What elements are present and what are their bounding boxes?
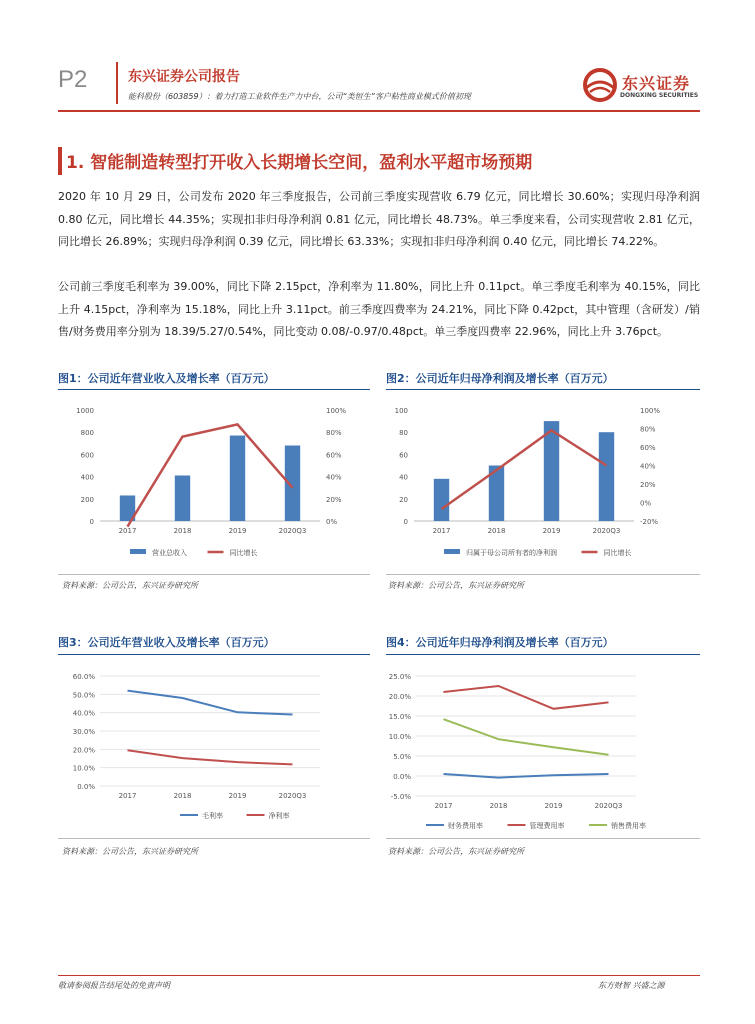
figure-1-rule xyxy=(58,389,370,390)
bar-2019 xyxy=(544,421,559,521)
x-tick-label: 2018 xyxy=(173,792,192,800)
y-tick-label: 1000 xyxy=(76,407,94,415)
y2-tick-label: 80% xyxy=(326,429,342,438)
series-line-1 xyxy=(128,750,293,764)
y-tick-label: 100 xyxy=(394,407,408,415)
y-tick-label: 30.0% xyxy=(72,728,95,736)
x-tick-label: 2017 xyxy=(434,802,453,810)
y-tick-label: 400 xyxy=(80,473,94,482)
legend-label-2: 销售费用率 xyxy=(611,822,646,830)
logo-text-en: DONGXING SECURITIES xyxy=(620,92,699,99)
y2-tick-label: 40% xyxy=(640,462,656,471)
bar-2018 xyxy=(175,475,190,521)
x-tick-label: 2019 xyxy=(544,802,563,810)
x-tick-label: 2018 xyxy=(489,802,508,810)
bar-2019 xyxy=(230,436,245,521)
x-tick-label: 2019 xyxy=(228,792,247,800)
y2-tick-label: 0% xyxy=(326,518,338,526)
y2-tick-label: 100% xyxy=(640,407,661,415)
legend-line-label: 同比增长 xyxy=(229,549,258,557)
legend-label-0: 毛利率 xyxy=(202,812,223,820)
figure-1-chart xyxy=(58,396,370,568)
footer-slogan: 东方财智 兴盛之源 xyxy=(598,981,665,990)
footer-rule xyxy=(58,975,700,976)
figure-4-bottom-rule xyxy=(386,838,700,839)
page-number: P2 xyxy=(58,66,88,93)
x-tick-label: 2017 xyxy=(118,792,137,800)
report-header-title: 东兴证券公司报告 xyxy=(128,69,240,85)
y-tick-label: 0 xyxy=(403,518,408,526)
figure-3-bottom-rule xyxy=(58,838,370,839)
y-tick-label: 600 xyxy=(80,451,94,460)
figure-4-chart xyxy=(386,662,700,832)
legend-label-1: 净利率 xyxy=(268,812,290,820)
x-tick-label: 2020Q3 xyxy=(592,527,621,535)
y-tick-label: 25.0% xyxy=(388,673,411,681)
legend-label-0: 财务费用率 xyxy=(448,822,483,830)
figure-2-source: 资料来源：公司公告，东兴证券研究所 xyxy=(388,581,524,590)
figure-2-chart xyxy=(386,396,700,568)
y-tick-label: 20.0% xyxy=(72,746,95,755)
series-line-1 xyxy=(444,686,609,709)
y2-tick-label: 20% xyxy=(326,495,342,504)
report-header-subtitle: 能科股份（603859）：着力打造工业软件生产力中台，公司“类恒生”客户粘性商业模式价值初现 xyxy=(128,92,471,101)
y-tick-label: 80 xyxy=(399,429,408,438)
y-tick-label: 60.0% xyxy=(72,673,95,681)
y2-tick-label: 40% xyxy=(326,473,342,482)
figure-4-source: 资料来源：公司公告，东兴证券研究所 xyxy=(388,847,524,856)
section-marker xyxy=(58,147,62,175)
header-divider xyxy=(116,62,118,104)
y-tick-label: -5.0% xyxy=(390,793,411,801)
figure-1-source: 资料来源：公司公告，东兴证券研究所 xyxy=(62,581,198,590)
y2-tick-label: -20% xyxy=(640,518,659,526)
figure-3-rule xyxy=(58,654,370,655)
section-title: 1. 智能制造转型打开收入长期增长空间，盈利水平超市场预期 xyxy=(66,153,533,173)
x-tick-label: 2020Q3 xyxy=(594,802,623,810)
y-tick-label: 60 xyxy=(399,451,408,460)
y2-tick-label: 80% xyxy=(640,425,656,434)
figure-3-chart xyxy=(58,662,370,832)
legend-label-1: 管理费用率 xyxy=(529,822,565,830)
x-tick-label: 2019 xyxy=(228,527,247,535)
y-tick-label: 10.0% xyxy=(388,733,411,741)
figure-1-bottom-rule xyxy=(58,574,370,575)
figure-2-title: 图2：公司近年归母净利润及增长率（百万元） xyxy=(386,372,614,385)
paragraph-margins: 公司前三季度毛利率为 39.00%，同比下降 2.15pct，净利率为 11.80%，同比上升 0.11pct。单三季度毛利率为 40.15%，同比上升 4.15pct，净利率为 15.18%，同比上升 3.11pct。前三季度四费率为 24.21%，同比下降 0.42pct，其中管理（含研发）/销售/财务费用率分别为 18.39/5.27/0.54%，同比变动 0.08/-0.97/0.48pct。单三季度四费率 22.96%，同比上升 3.76pct。 xyxy=(58,280,700,338)
figure-3-source: 资料来源：公司公告，东兴证券研究所 xyxy=(62,847,198,856)
growth-line xyxy=(128,424,293,526)
y-tick-label: 10.0% xyxy=(72,764,95,773)
y2-tick-label: 60% xyxy=(326,451,342,460)
paragraph-results: 2020 年 10 月 29 日，公司发布 2020 年三季度报告，公司前三季度实现营收 6.79 亿元，同比增长 30.60%；实现归母净利润 0.80 亿元，同比增长 44.35%；实现扣非归母净利润 0.81 亿元，同比增长 48.73%。单三季度来看，公司实现营收 2.81 亿元，同比增长 26.89%；实现归母净利润 0.39 亿元，同比增长 63.33%；实现扣非归母净利润 0.40 亿元，同比增长 74.22%。 xyxy=(58,190,700,248)
bar-2017 xyxy=(434,479,449,521)
y-tick-label: 5.0% xyxy=(393,753,411,761)
x-tick-label: 2018 xyxy=(487,527,506,535)
x-tick-label: 2017 xyxy=(432,527,451,535)
y-tick-label: 0.0% xyxy=(77,783,95,791)
x-tick-label: 2019 xyxy=(542,527,561,535)
legend-bar-label: 归属于母公司所有者的净利润 xyxy=(466,549,557,557)
legend-line-label: 同比增长 xyxy=(603,549,632,557)
y-tick-label: 20 xyxy=(399,495,408,504)
logo-mark-icon xyxy=(580,68,620,102)
y-tick-label: 800 xyxy=(80,429,94,438)
logo-text-cn: 东兴证券 xyxy=(622,74,691,93)
figure-2-bottom-rule xyxy=(386,574,700,575)
bar-2020Q3 xyxy=(599,432,614,521)
legend-bar-swatch xyxy=(130,549,146,554)
footer-disclaimer-link[interactable]: 敬请参阅报告结尾处的免责声明 xyxy=(58,981,170,990)
y-tick-label: 200 xyxy=(80,495,94,504)
y2-tick-label: 0% xyxy=(640,499,652,508)
legend-bar-swatch xyxy=(444,549,460,554)
figure-4-title: 图4：公司近年归母净利润及增长率（百万元） xyxy=(386,636,614,649)
y2-tick-label: 60% xyxy=(640,444,656,452)
x-tick-label: 2020Q3 xyxy=(278,527,307,535)
y-tick-label: 0.0% xyxy=(393,773,411,781)
figure-1-title: 图1：公司近年营业收入及增长率（百万元） xyxy=(58,372,275,385)
figure-3-title: 图3：公司近年营业收入及增长率（百万元） xyxy=(58,636,275,649)
y-tick-label: 40.0% xyxy=(72,709,95,718)
series-line-2 xyxy=(444,719,609,755)
y-tick-label: 20.0% xyxy=(388,693,411,701)
y-tick-label: 50.0% xyxy=(72,691,95,700)
y2-tick-label: 20% xyxy=(640,481,656,489)
figure-2-rule xyxy=(386,389,700,390)
y-tick-label: 0 xyxy=(89,518,94,526)
x-tick-label: 2018 xyxy=(173,527,192,535)
y-tick-label: 15.0% xyxy=(388,713,411,721)
figure-4-rule xyxy=(386,654,700,655)
x-tick-label: 2020Q3 xyxy=(278,792,307,800)
growth-line xyxy=(442,430,607,509)
header-rule xyxy=(58,110,700,112)
legend-bar-label: 营业总收入 xyxy=(152,549,187,557)
y2-tick-label: 100% xyxy=(326,407,347,415)
x-tick-label: 2017 xyxy=(118,527,137,535)
y-tick-label: 40 xyxy=(399,473,408,482)
